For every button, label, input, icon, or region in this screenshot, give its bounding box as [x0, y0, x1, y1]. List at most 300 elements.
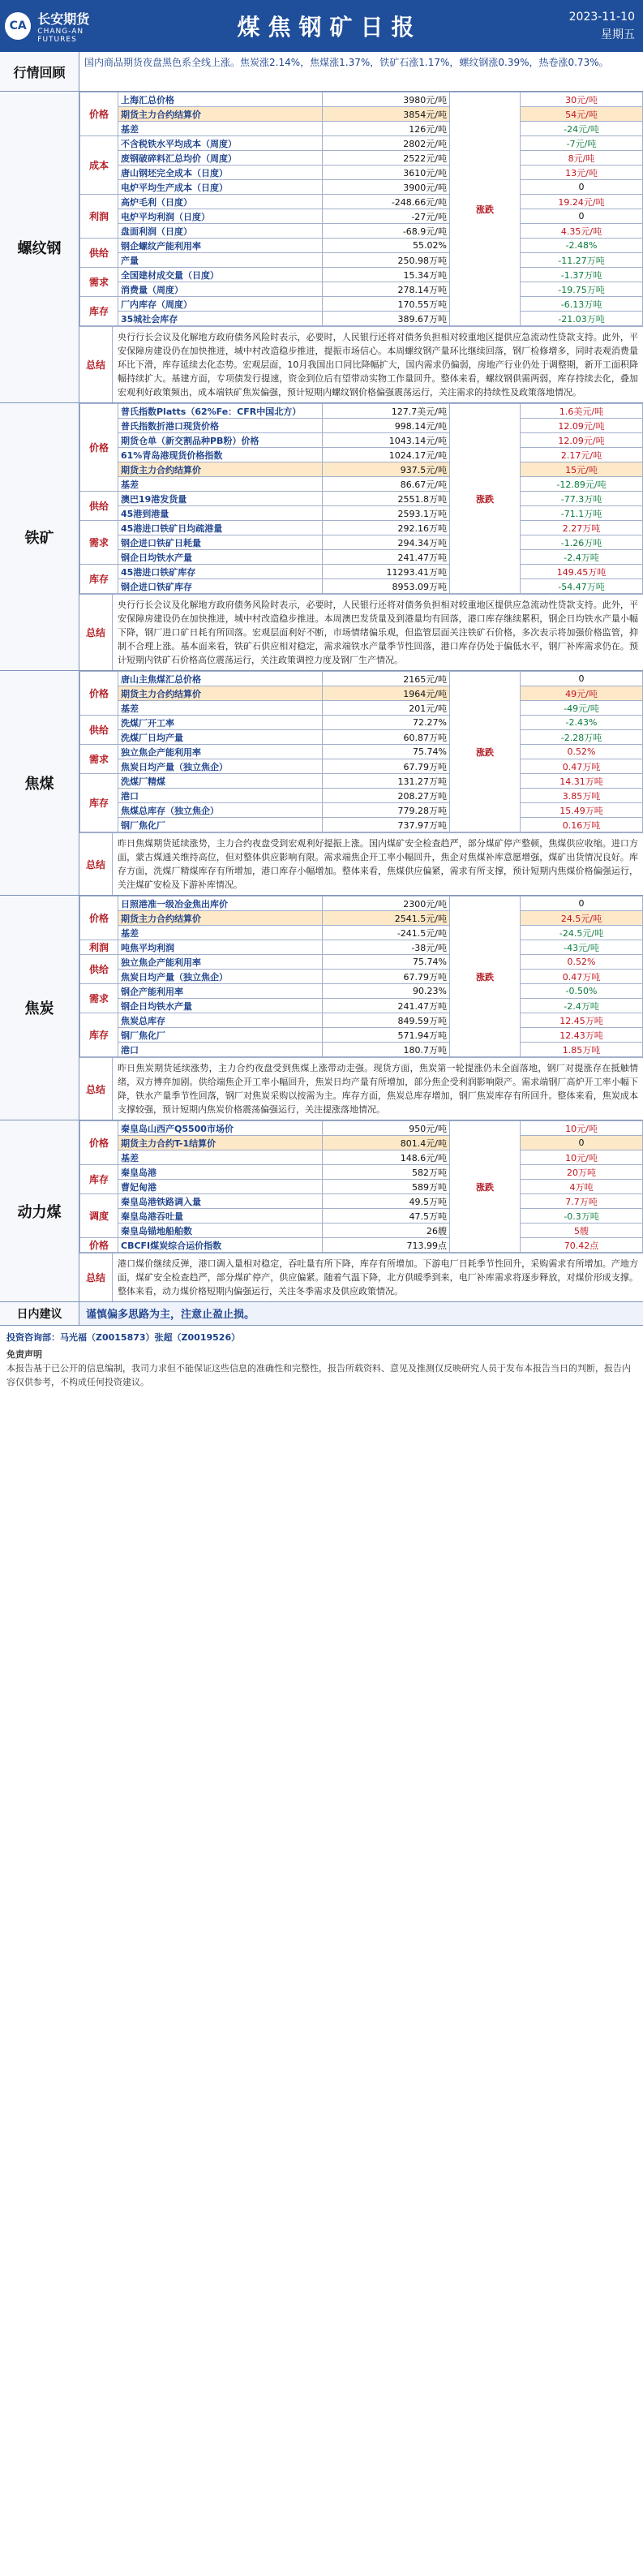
row-change: 1.6美元/吨	[521, 404, 643, 419]
row-change: -6.13万吨	[521, 297, 643, 312]
table-row	[80, 180, 643, 195]
row-change: -12.89元/吨	[521, 477, 643, 492]
row-change: -24元/吨	[521, 122, 643, 136]
table-row	[80, 1194, 643, 1209]
table-row	[80, 1180, 643, 1194]
section-label: 螺纹钢	[0, 92, 79, 402]
row-name: 期货主力合约结算价	[118, 686, 323, 701]
row-name: 吨焦平均利润	[118, 940, 323, 955]
row-category: 库存	[80, 297, 118, 326]
table-row	[80, 550, 643, 565]
row-value: 937.5元/吨	[323, 462, 450, 477]
table-row	[80, 506, 643, 521]
row-change: -2.43%	[521, 716, 643, 730]
table-row	[80, 774, 643, 789]
row-name: 焦煤总库存（独立焦企）	[118, 803, 323, 818]
row-change: 8元/吨	[521, 151, 643, 166]
row-name: 上海汇总价格	[118, 92, 323, 107]
table-row	[80, 195, 643, 209]
row-name: 普氏指数折港口现货价格	[118, 419, 323, 433]
row-name: 钢企日均铁水产量	[118, 550, 323, 565]
row-change: 3.85万吨	[521, 789, 643, 803]
row-name: 基差	[118, 701, 323, 716]
row-change: 0.52%	[521, 745, 643, 759]
table-row	[80, 535, 643, 550]
row-name: 钢企进口铁矿库存	[118, 579, 323, 594]
row-value: 278.14万吨	[323, 282, 450, 297]
row-change: 0	[521, 1136, 643, 1150]
section-4	[0, 1120, 643, 1302]
row-name: 期货主力合约结算价	[118, 107, 323, 122]
row-value: 1024.17元/吨	[323, 448, 450, 462]
advice-text: 谨慎偏多思路为主，注意止盈止损。	[86, 1309, 255, 1321]
indicator-table	[79, 896, 643, 1057]
section-0	[0, 92, 643, 403]
row-value: 3980元/吨	[323, 92, 450, 107]
section-label: 焦炭	[0, 896, 79, 1120]
table-row	[80, 789, 643, 803]
row-change: 30元/吨	[521, 92, 643, 107]
row-value: -68.9元/吨	[323, 224, 450, 239]
row-name: 盘面利润（日度）	[118, 224, 323, 239]
advice-label: 日内建议	[0, 1302, 79, 1325]
row-change: 4.35元/吨	[521, 224, 643, 239]
row-name: 洗煤厂开工率	[118, 716, 323, 730]
row-change: -21.03万吨	[521, 312, 643, 326]
row-value: 67.79万吨	[323, 970, 450, 984]
section-3	[0, 896, 643, 1120]
logo-cn: 长安期货	[37, 11, 90, 27]
row-name: 期货仓单（新交割品种PB粉）价格	[118, 433, 323, 448]
indicator-table	[79, 1120, 643, 1253]
row-value: 250.98万吨	[323, 253, 450, 268]
row-value: 90.23%	[323, 984, 450, 999]
row-change: 2.27万吨	[521, 521, 643, 535]
row-change: 2.17元/吨	[521, 448, 643, 462]
row-value: 26艘	[323, 1223, 450, 1238]
row-name: 期货主力合约结算价	[118, 462, 323, 477]
row-change: 0.47万吨	[521, 759, 643, 774]
change-column-label: 涨跌	[450, 897, 521, 1057]
row-change: 15元/吨	[521, 462, 643, 477]
summary-label: 总结	[79, 327, 113, 402]
table-row	[80, 686, 643, 701]
row-name: 曹妃甸港	[118, 1180, 323, 1194]
row-change: -0.50%	[521, 984, 643, 999]
row-name: 钢厂焦化厂	[118, 818, 323, 832]
row-change: -11.27万吨	[521, 253, 643, 268]
row-change: -24.5元/吨	[521, 926, 643, 940]
disclaimer-title: 免责声明	[6, 1349, 42, 1360]
row-name: 独立焦企产能利用率	[118, 955, 323, 970]
row-value: 582万吨	[323, 1165, 450, 1180]
row-name: 焦炭日均产量（独立焦企）	[118, 970, 323, 984]
row-value: 849.59万吨	[323, 1013, 450, 1028]
table-row	[80, 477, 643, 492]
row-value: 2551.8万吨	[323, 492, 450, 506]
table-row	[80, 730, 643, 745]
row-category: 价格	[80, 404, 118, 492]
row-category: 供给	[80, 955, 118, 984]
row-change: 14.31万吨	[521, 774, 643, 789]
row-change: -1.26万吨	[521, 535, 643, 550]
table-row	[80, 1028, 643, 1043]
table-row	[80, 716, 643, 730]
table-row	[80, 297, 643, 312]
row-change: 0	[521, 672, 643, 686]
row-name: 45港进口铁矿库存	[118, 565, 323, 579]
row-value: 292.16万吨	[323, 521, 450, 535]
row-value: 55.02%	[323, 239, 450, 253]
row-value: 126元/吨	[323, 122, 450, 136]
row-value: 2802元/吨	[323, 136, 450, 151]
row-change: 0.52%	[521, 955, 643, 970]
row-value: 779.28万吨	[323, 803, 450, 818]
row-change: 12.45万吨	[521, 1013, 643, 1028]
row-value: 67.79万吨	[323, 759, 450, 774]
table-row	[80, 1150, 643, 1165]
row-change: 0.47万吨	[521, 970, 643, 984]
row-change: 7.7万吨	[521, 1194, 643, 1209]
row-category: 需求	[80, 984, 118, 1013]
row-change: -54.47万吨	[521, 579, 643, 594]
summary-label: 总结	[79, 1254, 113, 1301]
row-name: 澳巴19港发货量	[118, 492, 323, 506]
row-value: 294.34万吨	[323, 535, 450, 550]
section-label: 焦煤	[0, 671, 79, 895]
section-1	[0, 403, 643, 671]
row-change: 0.16万吨	[521, 818, 643, 832]
row-name: 秦皇岛港	[118, 1165, 323, 1180]
row-change: 24.5元/吨	[521, 911, 643, 926]
row-value: 241.47万吨	[323, 999, 450, 1013]
row-change: 12.43万吨	[521, 1028, 643, 1043]
row-value: 713.99点	[323, 1238, 450, 1253]
table-row	[80, 1121, 643, 1136]
row-name: 钢厂焦化厂	[118, 1028, 323, 1043]
row-change: 19.24元/吨	[521, 195, 643, 209]
table-row	[80, 1223, 643, 1238]
report-weekday: 星期五	[601, 28, 635, 41]
report-date: 2023-11-10	[568, 11, 635, 24]
table-row	[80, 404, 643, 419]
table-row	[80, 911, 643, 926]
table-row	[80, 166, 643, 180]
section-summary	[79, 1253, 643, 1301]
row-category: 利润	[80, 940, 118, 955]
table-row	[80, 1165, 643, 1180]
summary-text: 昨日焦煤期货延续涨势，主力合约夜盘受到宏观利好提振上涨。国内煤矿安全检查趋严，部分煤矿停产整顿，焦煤供应收缩。进口方面，蒙古煤通关维持高位，但对整体供应影响有限。需求端焦企开工率小幅回升，焦企对焦煤补库意愿增强，煤矿出货情况良好。库存方面，洗煤厂精煤库存有所增加，港口库存小幅增加。整体来看，焦煤供应偏紧，需求有所支撑，预计短期内焦煤价格偏强运行，关注煤矿安检及下游补库情况。	[118, 838, 638, 890]
table-row	[80, 122, 643, 136]
row-value: 15.34万吨	[323, 268, 450, 282]
row-value: 8953.09万吨	[323, 579, 450, 594]
row-change: -0.3万吨	[521, 1209, 643, 1223]
row-change: 10元/吨	[521, 1150, 643, 1165]
row-name: 期货主力合约T-1结算价	[118, 1136, 323, 1150]
report-title: 煤焦钢矿日报	[237, 14, 422, 41]
summary-text: 央行行长会议及化解地方政府债务风险时表示，必要时，人民银行还将对债务负担相对较重地区提供应急流动性贷款支持。此外，平安保障房建设仍在加快推进，城中村改造稳步推进，提振市场信心。本周螺纹钢产量环比继续回落，钢厂检修增多，同时表观消费量环比下滑，库存延续去化态势。宏观层面，10月我国出口同比降幅扩大，国内需求仍偏弱，房地产行业仍处于调整期，新开工面积降幅持续扩大。基建方面，专项债发行提速，资金到位后有望带动实物工作量回升。整体来看，螺纹钢供需两弱，库存持续去化，叠加宏观利好政策频出，成本端铁矿焦炭偏强，预计短期内螺纹钢价格偏强震荡运行，关注需求的持续性及政策落地情况。	[118, 332, 638, 398]
row-value: 3854元/吨	[323, 107, 450, 122]
row-change: 54元/吨	[521, 107, 643, 122]
table-row	[80, 1043, 643, 1057]
table-row	[80, 984, 643, 999]
table-row	[80, 999, 643, 1013]
row-value: 801.4元/吨	[323, 1136, 450, 1150]
row-change: -2.28万吨	[521, 730, 643, 745]
table-row	[80, 224, 643, 239]
row-value: 737.97万吨	[323, 818, 450, 832]
summary-text: 港口煤价继续反弹，港口调入量相对稳定，吞吐量有所下降，库存有所增加。下游电厂日耗季节性回升，采购需求有所增加。产地方面，煤矿安全检查趋严，部分煤矿停产，供应偏紧。随着气温下降，北方供暖季到来，电厂补库需求将逐步释放，对煤价形成支撑。整体来看，动力煤价格短期内偏强运行，关注冬季需求及供应政策情况。	[118, 1258, 638, 1297]
company-logo	[0, 0, 122, 52]
row-name: 期货主力合约结算价	[118, 911, 323, 926]
section-label: 动力煤	[0, 1120, 79, 1301]
row-name: 钢企日均铁水产量	[118, 999, 323, 1013]
row-value: 2593.1万吨	[323, 506, 450, 521]
row-name: 唐山钢坯完全成本（日度）	[118, 166, 323, 180]
change-column-label: 涨跌	[450, 404, 521, 594]
row-value: 241.47万吨	[323, 550, 450, 565]
row-category: 需求	[80, 521, 118, 565]
row-category: 价格	[80, 897, 118, 940]
summary-label: 总结	[79, 595, 113, 670]
row-category: 库存	[80, 1165, 118, 1194]
indicator-table	[79, 671, 643, 832]
table-row	[80, 268, 643, 282]
change-column-label: 涨跌	[450, 672, 521, 832]
table-row	[80, 759, 643, 774]
row-name: CBCFI煤炭综合运价指数	[118, 1238, 323, 1253]
row-name: 厂内库存（周度）	[118, 297, 323, 312]
row-value: 950元/吨	[323, 1121, 450, 1136]
table-row	[80, 1136, 643, 1150]
row-value: 86.67元/吨	[323, 477, 450, 492]
row-change: 1.85万吨	[521, 1043, 643, 1057]
table-row	[80, 239, 643, 253]
table-row	[80, 492, 643, 506]
row-value: 2541.5元/吨	[323, 911, 450, 926]
row-category: 利润	[80, 195, 118, 239]
row-name: 日照港准一级冶金焦出库价	[118, 897, 323, 911]
disclaimer-text: 本报告基于已公开的信息编制，我司力求但不能保证这些信息的准确性和完整性，报告所载资料、意见及推测仅反映研究人员于发布本报告当日的判断，报告内容仅供参考，不构成任何投资建议。	[6, 1363, 631, 1387]
table-row	[80, 521, 643, 535]
row-name: 洗煤厂日均产量	[118, 730, 323, 745]
section-2	[0, 671, 643, 896]
row-value: -38元/吨	[323, 940, 450, 955]
review-text: 国内商品期货夜盘黑色系全线上涨。焦炭涨2.14%，焦煤涨1.37%，铁矿石涨1.17%，螺纹钢涨0.39%，热卷涨0.73%。	[84, 57, 609, 68]
row-name: 电炉平均生产成本（日度）	[118, 180, 323, 195]
row-value: 180.7万吨	[323, 1043, 450, 1057]
row-value: 49.5万吨	[323, 1194, 450, 1209]
row-name: 电炉平均利润（日度）	[118, 209, 323, 224]
row-name: 秦皇岛港铁路调入量	[118, 1194, 323, 1209]
table-row	[80, 209, 643, 224]
row-change: -7元/吨	[521, 136, 643, 151]
summary-label: 总结	[79, 1058, 113, 1120]
row-value: 389.67万吨	[323, 312, 450, 326]
table-row	[80, 419, 643, 433]
section-summary	[79, 1057, 643, 1120]
row-change: 4万吨	[521, 1180, 643, 1194]
row-change: -43元/吨	[521, 940, 643, 955]
row-change: -49元/吨	[521, 701, 643, 716]
row-value: 571.94万吨	[323, 1028, 450, 1043]
row-value: 72.27%	[323, 716, 450, 730]
row-change: 0	[521, 897, 643, 911]
table-row	[80, 970, 643, 984]
row-change: -2.48%	[521, 239, 643, 253]
row-category: 库存	[80, 565, 118, 594]
row-change: 12.09元/吨	[521, 419, 643, 433]
change-column-label: 涨跌	[450, 92, 521, 326]
row-name: 钢企产能利用率	[118, 984, 323, 999]
table-row	[80, 803, 643, 818]
row-value: 1043.14元/吨	[323, 433, 450, 448]
row-change: -1.37万吨	[521, 268, 643, 282]
row-change: 70.42点	[521, 1238, 643, 1253]
row-change: 10元/吨	[521, 1121, 643, 1136]
row-value: 47.5万吨	[323, 1209, 450, 1223]
table-row	[80, 462, 643, 477]
row-change: 149.45万吨	[521, 565, 643, 579]
row-category: 价格	[80, 1121, 118, 1165]
row-change: -19.75万吨	[521, 282, 643, 297]
row-value: -27元/吨	[323, 209, 450, 224]
row-name: 45港到港量	[118, 506, 323, 521]
table-row	[80, 282, 643, 297]
row-value: 60.87万吨	[323, 730, 450, 745]
table-row	[80, 151, 643, 166]
row-category: 价格	[80, 1238, 118, 1253]
row-name: 秦皇岛山西产Q5500市场价	[118, 1121, 323, 1136]
row-change: 0	[521, 209, 643, 224]
row-value: 208.27万吨	[323, 789, 450, 803]
row-name: 钢企螺纹产能利用率	[118, 239, 323, 253]
row-value: 2522元/吨	[323, 151, 450, 166]
table-row	[80, 107, 643, 122]
row-name: 不含税铁水平均成本（周度）	[118, 136, 323, 151]
table-row	[80, 897, 643, 911]
row-value: 3900元/吨	[323, 180, 450, 195]
row-name: 基差	[118, 122, 323, 136]
row-value: 11293.41万吨	[323, 565, 450, 579]
row-value: 131.27万吨	[323, 774, 450, 789]
row-name: 港口	[118, 789, 323, 803]
row-category: 调度	[80, 1194, 118, 1238]
table-row	[80, 92, 643, 107]
row-change: -2.4万吨	[521, 999, 643, 1013]
report-header	[0, 0, 643, 52]
row-name: 洗煤厂精煤	[118, 774, 323, 789]
row-value: 589万吨	[323, 1180, 450, 1194]
row-name: 消费量（周度）	[118, 282, 323, 297]
section-label: 铁矿	[0, 403, 79, 670]
table-row	[80, 745, 643, 759]
row-name: 35城社会库存	[118, 312, 323, 326]
row-name: 普氏指数Platts（62%Fe：CFR中国北方）	[118, 404, 323, 419]
row-change: 13元/吨	[521, 166, 643, 180]
row-value: -248.66元/吨	[323, 195, 450, 209]
row-change: -71.1万吨	[521, 506, 643, 521]
table-row	[80, 1209, 643, 1223]
row-name: 唐山主焦煤汇总价格	[118, 672, 323, 686]
row-change: -2.4万吨	[521, 550, 643, 565]
indicator-table	[79, 403, 643, 594]
table-row	[80, 565, 643, 579]
row-change: -77.3万吨	[521, 492, 643, 506]
row-value: 170.55万吨	[323, 297, 450, 312]
logo-icon: CA	[5, 12, 31, 40]
row-value: 75.74%	[323, 955, 450, 970]
intraday-advice	[0, 1302, 643, 1326]
table-row	[80, 312, 643, 326]
table-row	[80, 1013, 643, 1028]
table-row	[80, 253, 643, 268]
table-row	[80, 579, 643, 594]
row-name: 基差	[118, 1150, 323, 1165]
table-row	[80, 448, 643, 462]
row-category: 供给	[80, 716, 118, 745]
table-row	[80, 672, 643, 686]
row-value: 148.6元/吨	[323, 1150, 450, 1165]
row-category: 库存	[80, 1013, 118, 1057]
row-value: 998.14元/吨	[323, 419, 450, 433]
row-value: 1964元/吨	[323, 686, 450, 701]
row-name: 基差	[118, 926, 323, 940]
row-name: 焦炭日均产量（独立焦企）	[118, 759, 323, 774]
section-summary	[79, 594, 643, 670]
table-row	[80, 136, 643, 151]
change-column-label: 涨跌	[450, 1121, 521, 1253]
row-change: 20万吨	[521, 1165, 643, 1180]
table-row	[80, 818, 643, 832]
row-category: 价格	[80, 672, 118, 716]
row-category: 需求	[80, 268, 118, 297]
row-name: 61%青岛港现货价格指数	[118, 448, 323, 462]
row-change: 5艘	[521, 1223, 643, 1238]
row-name: 全国建材成交量（日度）	[118, 268, 323, 282]
section-summary	[79, 832, 643, 895]
summary-text: 昨日焦炭期货延续涨势，主力合约夜盘受到焦煤上涨带动走强。现货方面，焦炭第一轮提涨仍未全面落地，钢厂对提涨存在抵触情绪，双方博弈加剧。供给端焦企开工率小幅回升，焦炭日均产量有所增加，部分焦企受利润影响限产。需求端钢厂高炉开工率小幅下降，铁水产量季节性回落，钢厂对焦炭采购以按需为主。库存方面，焦炭总库存增加，钢厂焦炭库存有所回升。整体来看，焦炭成本支撑较强，预计短期内焦炭价格震荡偏强运行，关注提涨落地情况。	[118, 1063, 638, 1115]
logo-en: CHANG-AN FUTURES	[37, 27, 84, 44]
row-value: 127.7美元/吨	[323, 404, 450, 419]
section-summary	[79, 326, 643, 402]
row-change: 12.09元/吨	[521, 433, 643, 448]
row-name: 港口	[118, 1043, 323, 1057]
indicator-table	[79, 92, 643, 326]
row-name: 45港进口铁矿日均疏港量	[118, 521, 323, 535]
table-row	[80, 940, 643, 955]
row-category: 需求	[80, 745, 118, 774]
review-label: 行情回顾	[0, 52, 79, 91]
row-name: 基差	[118, 477, 323, 492]
summary-label: 总结	[79, 833, 113, 895]
row-value: 3610元/吨	[323, 166, 450, 180]
contact-info: 投资咨询部：马光福（Z0015873）张超（Z0019526）	[6, 1332, 241, 1343]
row-name: 高炉毛利（日度）	[118, 195, 323, 209]
row-change: 49元/吨	[521, 686, 643, 701]
row-value: 201元/吨	[323, 701, 450, 716]
table-row	[80, 926, 643, 940]
row-change: 15.49万吨	[521, 803, 643, 818]
row-name: 钢企进口铁矿日耗量	[118, 535, 323, 550]
row-category: 供给	[80, 239, 118, 268]
table-row	[80, 1238, 643, 1253]
row-name: 独立焦企产能利用率	[118, 745, 323, 759]
row-value: 75.74%	[323, 745, 450, 759]
row-name: 产量	[118, 253, 323, 268]
table-row	[80, 955, 643, 970]
table-row	[80, 433, 643, 448]
